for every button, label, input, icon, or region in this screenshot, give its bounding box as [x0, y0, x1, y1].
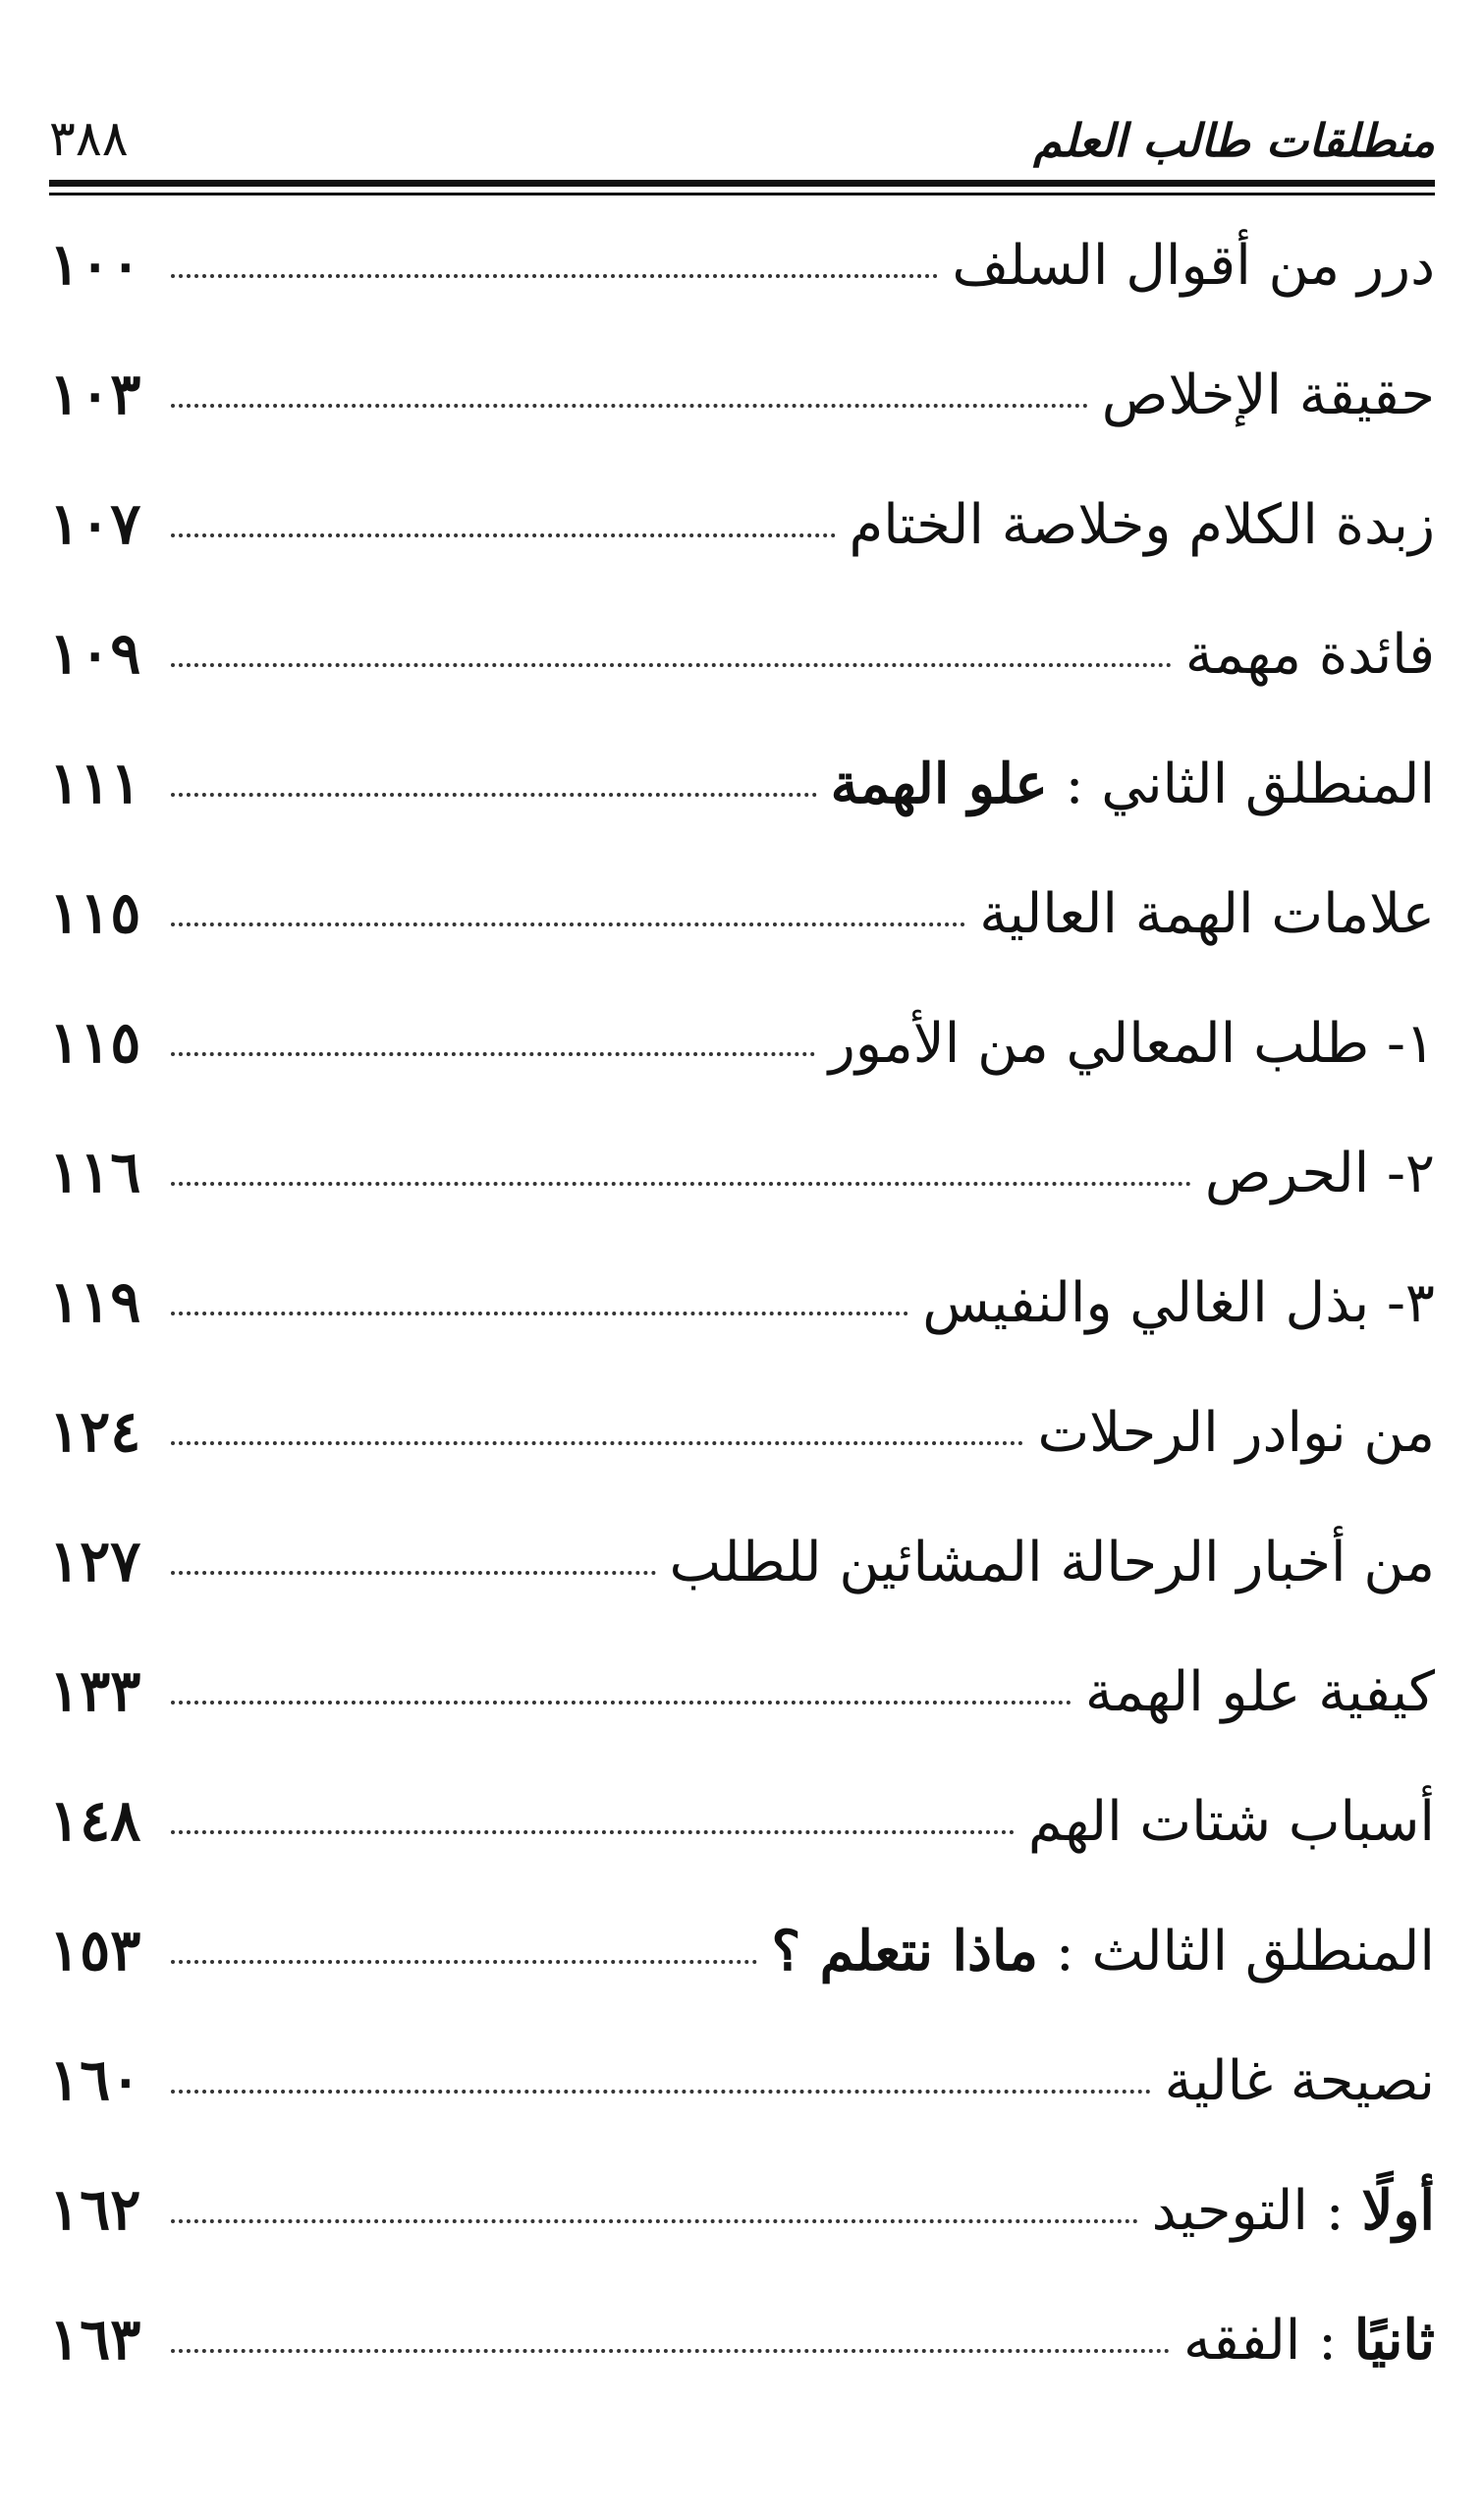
toc-dot-leader: [171, 923, 965, 926]
toc-entry-page: ١١١: [49, 750, 141, 816]
toc-entry-title: [1037, 1401, 1435, 1465]
toc-entry-title: [670, 1531, 1436, 1594]
page-number: ٣٨٨: [49, 110, 129, 167]
toc-entry-page: ١٢٧: [49, 1528, 141, 1594]
toc-entry: [49, 2306, 1435, 2435]
toc-entry-title: [1185, 623, 1435, 687]
toc-entry-title: [1152, 2178, 1435, 2243]
toc-dot-leader: [171, 2349, 1170, 2353]
toc-entry-page: ١١٥: [49, 1009, 141, 1076]
toc-entry: [49, 2176, 1435, 2306]
toc-entry-title-text: كيفية علو الهمة: [1084, 1660, 1435, 1724]
toc-entry-title: [1102, 363, 1435, 427]
toc-entry-page: ١٦٣: [49, 2306, 141, 2373]
toc-entry-title: [829, 1012, 1435, 1076]
toc-dot-leader: [171, 404, 1088, 408]
toc-entry: [49, 490, 1435, 620]
toc-entry-page: ١٥٣: [49, 1917, 141, 1984]
toc-entry-title-text: : التوحيد: [1151, 2179, 1362, 2243]
running-title: منطلقات طالب العلم: [1033, 114, 1435, 167]
toc-entry-title-text: نصيحة غالية: [1164, 2049, 1435, 2113]
toc-dot-leader: [171, 1701, 1072, 1705]
toc-entry-title: [922, 1271, 1435, 1335]
toc-entry-page: ١٠٩: [49, 620, 141, 687]
toc-entry-title-emphasis: ماذا نتعلم ؟: [771, 1919, 1039, 1984]
toc-dot-leader: [171, 1441, 1023, 1445]
toc-entry-page: ١١٩: [49, 1268, 141, 1335]
table-of-contents: [49, 231, 1435, 2435]
toc-entry-title-text: المنطلق الثالث :: [1038, 1920, 1435, 1984]
toc-entry-title: [1165, 2049, 1435, 2113]
toc-dot-leader: [171, 1830, 1015, 1834]
toc-entry-title: [979, 882, 1435, 946]
toc-entry-title: [1085, 1660, 1435, 1724]
toc-dot-leader: [171, 1312, 908, 1315]
toc-dot-leader: [171, 533, 836, 537]
toc-entry-page: ١٦٠: [49, 2046, 141, 2113]
toc-entry: [49, 231, 1435, 361]
toc-entry-title: [1028, 1790, 1435, 1854]
toc-entry-page: ١١٥: [49, 879, 141, 946]
toc-entry-title: [850, 493, 1435, 557]
toc-dot-leader: [171, 793, 817, 797]
toc-entry-title-text: ١- طلب المعالي من الأمور: [828, 1012, 1435, 1076]
toc-dot-leader: [171, 1571, 656, 1575]
toc-entry-page: ١٢٤: [49, 1398, 141, 1465]
toc-entry-title-text: المنطلق الثاني :: [1047, 753, 1435, 816]
toc-entry: [49, 1787, 1435, 1917]
toc-dot-leader: [171, 2090, 1151, 2094]
toc-entry-title-text: علامات الهمة العالية: [979, 882, 1435, 946]
toc-entry-page: ١٠٠: [49, 231, 141, 298]
toc-entry: [49, 750, 1435, 879]
toc-entry-page: ١٠٣: [49, 361, 141, 427]
toc-entry-title: [1205, 1142, 1435, 1205]
toc-entry-page: ١٤٨: [49, 1787, 141, 1854]
toc-entry-title-text: فائدة مهمة: [1184, 623, 1435, 687]
header-rule-thin: [49, 193, 1435, 196]
toc-entry: [49, 1139, 1435, 1268]
toc-entry-title-text: : الفقه: [1183, 2309, 1354, 2373]
toc-entry-title: [771, 1919, 1435, 1984]
toc-dot-leader: [171, 1182, 1191, 1186]
toc-entry-title: [952, 234, 1435, 298]
toc-dot-leader: [171, 1052, 815, 1056]
toc-dot-leader: [171, 274, 938, 278]
toc-entry: [49, 361, 1435, 490]
toc-entry: [49, 1917, 1435, 2046]
toc-entry-title-text: زبدة الكلام وخلاصة الختام: [849, 493, 1435, 557]
toc-entry-title-emphasis: علو الهمة: [830, 752, 1048, 816]
toc-entry-title-text: درر من أقوال السلف: [952, 234, 1435, 298]
toc-dot-leader: [171, 1960, 757, 1964]
page-header: [49, 88, 1435, 167]
toc-dot-leader: [171, 663, 1172, 667]
toc-entry: [49, 879, 1435, 1009]
toc-entry-page: ١٦٢: [49, 2176, 141, 2243]
toc-entry-title-text: ٣- بذل الغالي والنفيس: [922, 1271, 1435, 1335]
toc-entry: [49, 1009, 1435, 1139]
toc-entry: [49, 620, 1435, 750]
toc-entry-title-emphasis: ثانيًا: [1353, 2308, 1435, 2373]
toc-entry: [49, 2046, 1435, 2176]
header-rule-thick: [49, 180, 1435, 187]
toc-entry: [49, 1528, 1435, 1657]
toc-entry-title-text: ٢- الحرص: [1204, 1142, 1435, 1205]
header-rule: [49, 180, 1435, 199]
toc-entry-title-text: حقيقة الإخلاص: [1101, 363, 1435, 427]
toc-entry-title: [1183, 2308, 1435, 2373]
toc-dot-leader: [171, 2219, 1138, 2223]
toc-entry: [49, 1398, 1435, 1528]
toc-entry-page: ١٣٣: [49, 1657, 141, 1724]
toc-entry-page: ١١٦: [49, 1139, 141, 1205]
toc-entry-title-emphasis: أولًا: [1361, 2178, 1435, 2243]
toc-entry-page: ١٠٧: [49, 490, 141, 557]
toc-entry-title-text: أسباب شتات الهم: [1027, 1790, 1435, 1854]
toc-entry-title-text: من نوادر الرحلات: [1037, 1401, 1435, 1465]
toc-entry: [49, 1268, 1435, 1398]
toc-entry: [49, 1657, 1435, 1787]
toc-entry-title-text: من أخبار الرحالة المشائين للطلب: [669, 1531, 1435, 1594]
toc-entry-title: [831, 752, 1435, 816]
